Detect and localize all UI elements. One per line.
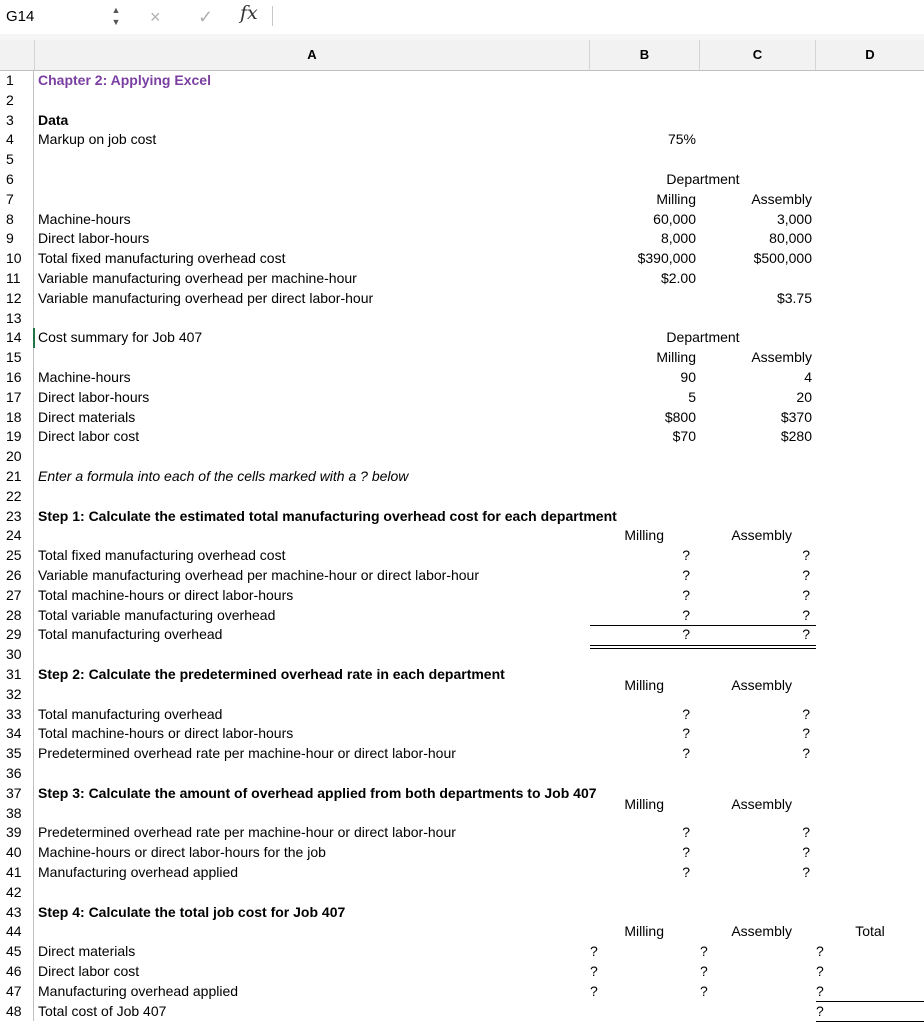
cell-a40[interactable]: Machine-hours or direct labor-hours for the job	[38, 844, 326, 861]
row-14	[0, 328, 924, 348]
cell-c28[interactable]: ?	[802, 606, 810, 623]
row-header[interactable]: 28	[0, 606, 34, 626]
row-header[interactable]: 43	[0, 903, 34, 923]
cell-a45[interactable]: Direct materials	[38, 943, 136, 960]
cell-c12[interactable]: $3.75	[776, 289, 812, 306]
cell-c10[interactable]: $500,000	[753, 250, 812, 267]
cell-b9[interactable]: 8,000	[660, 230, 696, 247]
cell-d44[interactable]: Total	[855, 923, 885, 940]
cell-c27[interactable]: ?	[802, 586, 810, 603]
row-header[interactable]: 17	[0, 388, 34, 408]
cell-a17[interactable]: Direct labor-hours	[38, 388, 150, 405]
cell-b32[interactable]: Milling	[624, 676, 664, 693]
row-33	[0, 705, 924, 725]
cell-c39[interactable]: ?	[802, 824, 810, 841]
cell-b38[interactable]: Milling	[624, 795, 664, 812]
selected-row-indicator	[33, 328, 35, 348]
cell-c26[interactable]: ?	[802, 567, 810, 583]
formula-bar	[0, 0, 924, 35]
cell-a8[interactable]: Machine-hours	[38, 210, 131, 227]
row-25	[0, 546, 924, 566]
cell-a43[interactable]: Step 4: Calculate the total job cost for Job 407	[38, 903, 346, 920]
row-42	[0, 883, 924, 903]
cell-a47[interactable]: Manufacturing overhead applied	[38, 982, 239, 999]
row-19	[0, 427, 924, 447]
row-header[interactable]: 5	[0, 150, 34, 170]
cell-c9[interactable]: 80,000	[769, 230, 812, 247]
row-18	[0, 408, 924, 428]
cell-c44[interactable]: Assembly	[731, 923, 792, 940]
cell-c17[interactable]: 20	[796, 388, 812, 405]
cell-c38[interactable]: Assembly	[731, 795, 792, 812]
row-36	[0, 764, 924, 784]
row-header[interactable]: 44	[0, 922, 34, 942]
row-header[interactable]: 48	[0, 1002, 34, 1022]
row-11	[0, 269, 924, 289]
row-header[interactable]: 11	[0, 269, 34, 289]
cell-a19[interactable]: Direct labor cost	[38, 428, 140, 445]
row-34	[0, 724, 924, 744]
row-5	[0, 150, 924, 170]
row-header[interactable]: 20	[0, 447, 34, 467]
border-row-29-top	[590, 625, 816, 626]
cell-d48[interactable]: ?	[816, 1002, 824, 1019]
row-20	[0, 447, 924, 467]
row-header[interactable]: 39	[0, 823, 34, 843]
cell-a28[interactable]: Total variable manufacturing overhead	[38, 606, 276, 623]
cell-b18[interactable]: $800	[664, 408, 696, 425]
row-40	[0, 843, 924, 863]
cell-c8[interactable]: 3,000	[776, 210, 812, 227]
row-header[interactable]: 33	[0, 705, 34, 725]
column-header-a[interactable]: A	[35, 40, 590, 70]
cell-a37[interactable]: Step 3: Calculate the amount of overhead applied from both departments to Job 407	[38, 784, 597, 801]
cell-a31[interactable]: Step 2: Calculate the predetermined overhead rate in each department	[38, 666, 505, 682]
row-6	[0, 170, 924, 190]
cell-b33[interactable]: ?	[682, 705, 690, 722]
cell-b19[interactable]: $70	[672, 428, 696, 445]
row-header[interactable]: 23	[0, 507, 34, 527]
border-row-48-bottom	[816, 1021, 924, 1022]
row-header[interactable]: 6	[0, 170, 34, 190]
cancel-icon[interactable]: ×	[150, 7, 161, 27]
cell-a3[interactable]: Data	[38, 111, 69, 128]
cell-a41[interactable]: Manufacturing overhead applied	[38, 864, 239, 880]
select-all-corner[interactable]	[0, 40, 35, 70]
column-header-b[interactable]: B	[590, 40, 700, 70]
row-header[interactable]: 13	[0, 309, 34, 329]
cell-b24[interactable]: Milling	[624, 527, 664, 544]
cell-a39[interactable]: Predetermined overhead rate per machine-hour or direct labor-hour	[38, 824, 456, 841]
cell-a35[interactable]: Predetermined overhead rate per machine-hour or direct labor-hour	[38, 745, 456, 762]
cell-a18[interactable]: Direct materials	[38, 408, 136, 425]
row-header[interactable]: 1	[0, 71, 34, 91]
row-header[interactable]: 7	[0, 190, 34, 210]
cell-c16[interactable]: 4	[804, 369, 812, 385]
row-13	[0, 309, 924, 329]
row-4	[0, 130, 924, 150]
row-header[interactable]: 18	[0, 408, 34, 428]
cell-b10[interactable]: $390,000	[637, 250, 696, 267]
row-7	[0, 190, 924, 210]
row-8	[0, 210, 924, 230]
name-box[interactable]: G14	[6, 8, 35, 25]
row-43	[0, 903, 924, 923]
cell-b25[interactable]: ?	[682, 547, 690, 564]
border-row-29-bottom-1	[590, 645, 816, 646]
row-27	[0, 586, 924, 606]
cell-b28[interactable]: ?	[682, 606, 690, 623]
row-header[interactable]: 32	[0, 685, 34, 705]
cell-c25[interactable]: ?	[802, 547, 810, 564]
column-header-bar	[0, 40, 924, 71]
row-46	[0, 962, 924, 982]
row-45	[0, 942, 924, 962]
row-17	[0, 388, 924, 408]
cell-b35[interactable]: ?	[682, 745, 690, 762]
confirm-icon[interactable]: ✓	[198, 7, 214, 27]
row-header[interactable]: 47	[0, 982, 34, 1002]
row-header[interactable]: 4	[0, 130, 34, 150]
cell-c34[interactable]: ?	[802, 725, 810, 742]
cell-b17[interactable]: 5	[688, 388, 696, 405]
border-row-48-top	[816, 1001, 924, 1002]
row-12	[0, 289, 924, 309]
row-header[interactable]: 25	[0, 546, 34, 566]
row-21	[0, 467, 924, 487]
row-header[interactable]: 27	[0, 586, 34, 606]
cell-b40[interactable]: ?	[682, 844, 690, 861]
row-16	[0, 368, 924, 388]
cell-b6-department[interactable]: Department	[666, 171, 740, 187]
cell-c45[interactable]: ?	[700, 943, 708, 960]
cell-d45[interactable]: ?	[816, 943, 824, 960]
row-header[interactable]: 34	[0, 724, 34, 744]
cell-a26[interactable]: Variable manufacturing overhead per machine-hour or direct labor-hour	[38, 567, 479, 583]
row-header[interactable]: 16	[0, 368, 34, 388]
cell-a16[interactable]: Machine-hours	[38, 369, 131, 385]
border-row-29-bottom-2	[590, 648, 816, 649]
row-29	[0, 625, 924, 645]
cell-a21[interactable]: Enter a formula into each of the cells marked with a ? below	[38, 468, 409, 484]
row-47	[0, 982, 924, 1002]
row-header[interactable]: 12	[0, 289, 34, 309]
row-header[interactable]: 38	[0, 804, 34, 824]
cell-c18[interactable]: $370	[780, 408, 812, 425]
row-15	[0, 348, 924, 368]
cell-c7[interactable]: Assembly	[751, 190, 812, 207]
cell-c29[interactable]: ?	[802, 626, 810, 643]
row-1	[0, 71, 924, 91]
cell-b4[interactable]: 75%	[667, 131, 696, 148]
cell-c32[interactable]: Assembly	[731, 676, 792, 693]
cell-a29[interactable]: Total manufacturing overhead	[38, 626, 223, 643]
cell-b47[interactable]: ?	[590, 982, 598, 999]
cell-b15[interactable]: Milling	[656, 349, 696, 366]
cell-c15[interactable]: Assembly	[751, 349, 812, 366]
row-2	[0, 91, 924, 111]
row-28	[0, 606, 924, 626]
cell-b29[interactable]: ?	[682, 626, 690, 643]
cell-a23[interactable]: Step 1: Calculate the estimated total manufacturing overhead cost for each department	[38, 507, 617, 524]
row-35	[0, 744, 924, 764]
row-header[interactable]: 41	[0, 863, 34, 883]
row-header[interactable]: 8	[0, 210, 34, 230]
cell-b8[interactable]: 60,000	[653, 210, 696, 227]
row-header[interactable]: 2	[0, 91, 34, 111]
cell-c40[interactable]: ?	[802, 844, 810, 861]
cell-d46[interactable]: ?	[816, 963, 824, 979]
row-header[interactable]: 10	[0, 249, 34, 269]
row-38	[0, 795, 924, 824]
cell-a48[interactable]: Total cost of Job 407	[38, 1002, 167, 1019]
formula-bar-divider	[272, 6, 273, 26]
name-box-dropdown-icon[interactable]: ▲ ▼	[111, 5, 121, 27]
cell-b26[interactable]: ?	[682, 567, 690, 583]
row-header[interactable]: 3	[0, 111, 34, 131]
cell-c33[interactable]: ?	[802, 705, 810, 722]
row-9	[0, 229, 924, 249]
cell-c35[interactable]: ?	[802, 745, 810, 762]
row-header[interactable]: 21	[0, 467, 34, 487]
cell-b45[interactable]: ?	[590, 943, 598, 960]
row-26	[0, 566, 924, 586]
row-header[interactable]: 22	[0, 487, 34, 507]
row-10	[0, 249, 924, 269]
cell-b34[interactable]: ?	[682, 725, 690, 742]
cell-a9[interactable]: Direct labor-hours	[38, 230, 150, 247]
row-header[interactable]: 36	[0, 764, 34, 784]
row-header[interactable]: 46	[0, 962, 34, 982]
row-48	[0, 1002, 924, 1022]
row-3	[0, 111, 924, 131]
row-header[interactable]: 26	[0, 566, 34, 586]
cell-b16[interactable]: 90	[680, 369, 696, 385]
cell-a10[interactable]: Total fixed manufacturing overhead cost	[38, 250, 286, 267]
cell-a27[interactable]: Total machine-hours or direct labor-hours	[38, 586, 294, 603]
cell-a1[interactable]: Chapter 2: Applying Excel	[38, 72, 211, 88]
cell-b27[interactable]: ?	[682, 586, 690, 603]
row-23	[0, 507, 924, 527]
row-header[interactable]: 30	[0, 645, 34, 665]
row-22	[0, 487, 924, 507]
cell-b41[interactable]: ?	[682, 864, 690, 880]
row-39	[0, 823, 924, 843]
row-header[interactable]: 40	[0, 843, 34, 863]
cell-b44[interactable]: Milling	[624, 923, 664, 940]
column-header-d[interactable]: D	[865, 47, 875, 62]
cell-a46[interactable]: Direct labor cost	[38, 963, 140, 979]
row-header[interactable]: 15	[0, 348, 34, 368]
cell-b7[interactable]: Milling	[656, 190, 696, 207]
cell-a4[interactable]: Markup on job cost	[38, 131, 157, 148]
row-header[interactable]: 37	[0, 784, 34, 804]
row-header[interactable]: 9	[0, 229, 34, 249]
row-41	[0, 863, 924, 883]
fx-icon[interactable]: fx	[240, 2, 258, 24]
cell-a12[interactable]: Variable manufacturing overhead per direct labor-hour	[38, 289, 374, 306]
column-header-c[interactable]: C	[700, 40, 816, 70]
row-header[interactable]: 45	[0, 942, 34, 962]
cell-a34[interactable]: Total machine-hours or direct labor-hours	[38, 725, 294, 742]
cell-c46[interactable]: ?	[700, 963, 708, 979]
cell-a11[interactable]: Variable manufacturing overhead per machine-hour	[38, 270, 357, 286]
row-header[interactable]: 31	[0, 665, 34, 685]
cell-d47[interactable]: ?	[816, 982, 824, 999]
cell-b14-department[interactable]: Department	[666, 329, 740, 346]
row-header[interactable]: 29	[0, 625, 34, 645]
row-header[interactable]: 14	[0, 328, 34, 348]
cell-c24[interactable]: Assembly	[731, 527, 792, 544]
cell-c19[interactable]: $280	[780, 428, 812, 445]
row-32	[0, 676, 924, 705]
cell-a33[interactable]: Total manufacturing overhead	[38, 705, 223, 722]
row-header[interactable]: 35	[0, 744, 34, 764]
cell-c41[interactable]: ?	[802, 864, 810, 880]
row-header[interactable]: 24	[0, 526, 34, 546]
cell-a25[interactable]: Total fixed manufacturing overhead cost	[38, 547, 286, 564]
cell-a14[interactable]: Cost summary for Job 407	[38, 329, 203, 346]
cell-c47[interactable]: ?	[700, 982, 708, 999]
cell-b39[interactable]: ?	[682, 824, 690, 841]
row-24	[0, 526, 924, 546]
cell-b46[interactable]: ?	[590, 963, 598, 979]
row-header[interactable]: 19	[0, 427, 34, 447]
cell-b11[interactable]: $2.00	[660, 270, 696, 286]
row-44	[0, 922, 924, 942]
row-header[interactable]: 42	[0, 883, 34, 903]
